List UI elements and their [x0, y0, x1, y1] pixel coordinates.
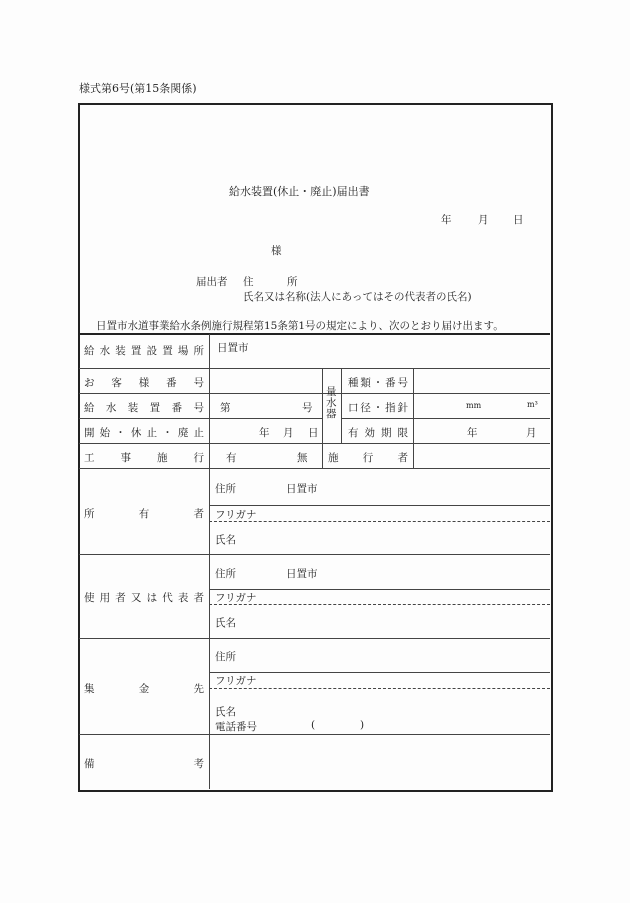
start-stop-year: 年	[259, 427, 270, 439]
contractor-label: 施 行 者	[328, 452, 408, 464]
user-address-label: 住所	[215, 568, 236, 580]
form-number: 様式第6号(第15条関係)	[79, 82, 197, 95]
meter-expiry-month: 月	[526, 427, 537, 439]
user-label: 使 用 者 又 は 代 表 者	[84, 592, 204, 604]
row-divider	[209, 505, 550, 506]
meter-group-label: 量 水 器	[326, 386, 337, 420]
column-divider	[322, 368, 323, 468]
owner-address-label: 住所	[215, 483, 236, 495]
meter-caliber-unit-m3: m³	[527, 400, 538, 409]
meter-expiry-year: 年	[467, 427, 478, 439]
install-location-label: 給 水 装 置 設 置 場 所	[84, 345, 204, 357]
row-divider	[79, 734, 550, 735]
billing-label: 集 金 先	[84, 683, 204, 695]
row-divider	[209, 589, 550, 590]
furigana-divider	[209, 688, 550, 689]
row-divider	[79, 443, 550, 444]
start-stop-month: 月	[283, 427, 294, 439]
meter-type-number-label: 種 類 ・ 番 号	[348, 377, 408, 389]
applicant-name-label: 氏名又は名称(法人にあってはその代表者の氏名)	[243, 291, 472, 303]
device-number-prefix: 第	[220, 402, 231, 414]
table-top-border	[79, 333, 550, 335]
billing-phone-close-paren: )	[360, 719, 365, 731]
billing-address-label: 住所	[215, 651, 236, 663]
row-divider	[79, 468, 550, 469]
device-number-suffix: 号	[302, 402, 313, 414]
date-month-label: 月	[478, 214, 489, 226]
contractor-field[interactable]	[416, 445, 548, 467]
column-divider	[341, 368, 342, 443]
row-divider	[79, 418, 323, 419]
row-divider	[79, 638, 550, 639]
billing-phone-open-paren: (	[311, 719, 316, 731]
install-location-value[interactable]: 日置市	[217, 342, 249, 354]
column-divider	[413, 368, 414, 468]
statement: 日置市水道事業給水条例施行規程第15条第1号の規定により、次のとおり届け出ます。	[96, 320, 504, 332]
furigana-divider	[209, 521, 550, 522]
row-divider	[79, 393, 550, 394]
user-name-label: 氏名	[215, 617, 236, 629]
meter-type-number-field[interactable]	[416, 370, 548, 392]
owner-furigana-label: フリガナ	[215, 509, 257, 521]
customer-number-field[interactable]	[212, 370, 320, 392]
meter-caliber-unit-mm: mm	[466, 401, 482, 410]
remarks-label: 備 考	[84, 758, 204, 770]
row-divider	[79, 554, 550, 555]
meter-expiry-label: 有 効 期 限	[348, 427, 408, 439]
owner-address-value[interactable]: 日置市	[286, 483, 318, 495]
row-divider	[79, 368, 550, 369]
applicant-label: 届出者	[196, 276, 228, 288]
construction-no-option[interactable]: 無	[297, 452, 308, 464]
construction-label: 工 事 施 行	[84, 452, 204, 464]
date-year-label: 年	[441, 214, 452, 226]
row-divider	[209, 672, 550, 673]
start-stop-day: 日	[308, 427, 319, 439]
customer-number-label: お 客 様 番 号	[84, 377, 204, 389]
billing-name-label: 氏名	[215, 706, 236, 718]
row-divider	[342, 418, 550, 419]
date-day-label: 日	[513, 214, 524, 226]
furigana-divider	[209, 604, 550, 605]
construction-yes-option[interactable]: 有	[226, 452, 237, 464]
applicant-address-label-1: 住	[243, 276, 254, 288]
form-title: 給水装置(休止・廃止)届出書	[229, 185, 370, 198]
start-stop-label: 開 始 ・ 休 止 ・ 廃 止	[84, 427, 204, 439]
device-number-label: 給 水 装 置 番 号	[84, 402, 204, 414]
meter-caliber-label: 口 径 ・ 指 針	[348, 402, 408, 414]
applicant-address-label-2: 所	[287, 276, 298, 288]
remarks-field[interactable]	[212, 737, 548, 787]
addressee-suffix: 様	[271, 245, 282, 257]
user-furigana-label: フリガナ	[215, 592, 257, 604]
owner-name-label: 氏名	[215, 534, 236, 546]
billing-phone-label: 電話番号	[215, 721, 257, 733]
billing-furigana-label: フリガナ	[215, 675, 257, 687]
user-address-value[interactable]: 日置市	[286, 568, 318, 580]
label-column-divider	[209, 334, 210, 789]
owner-label: 所 有 者	[84, 508, 204, 520]
